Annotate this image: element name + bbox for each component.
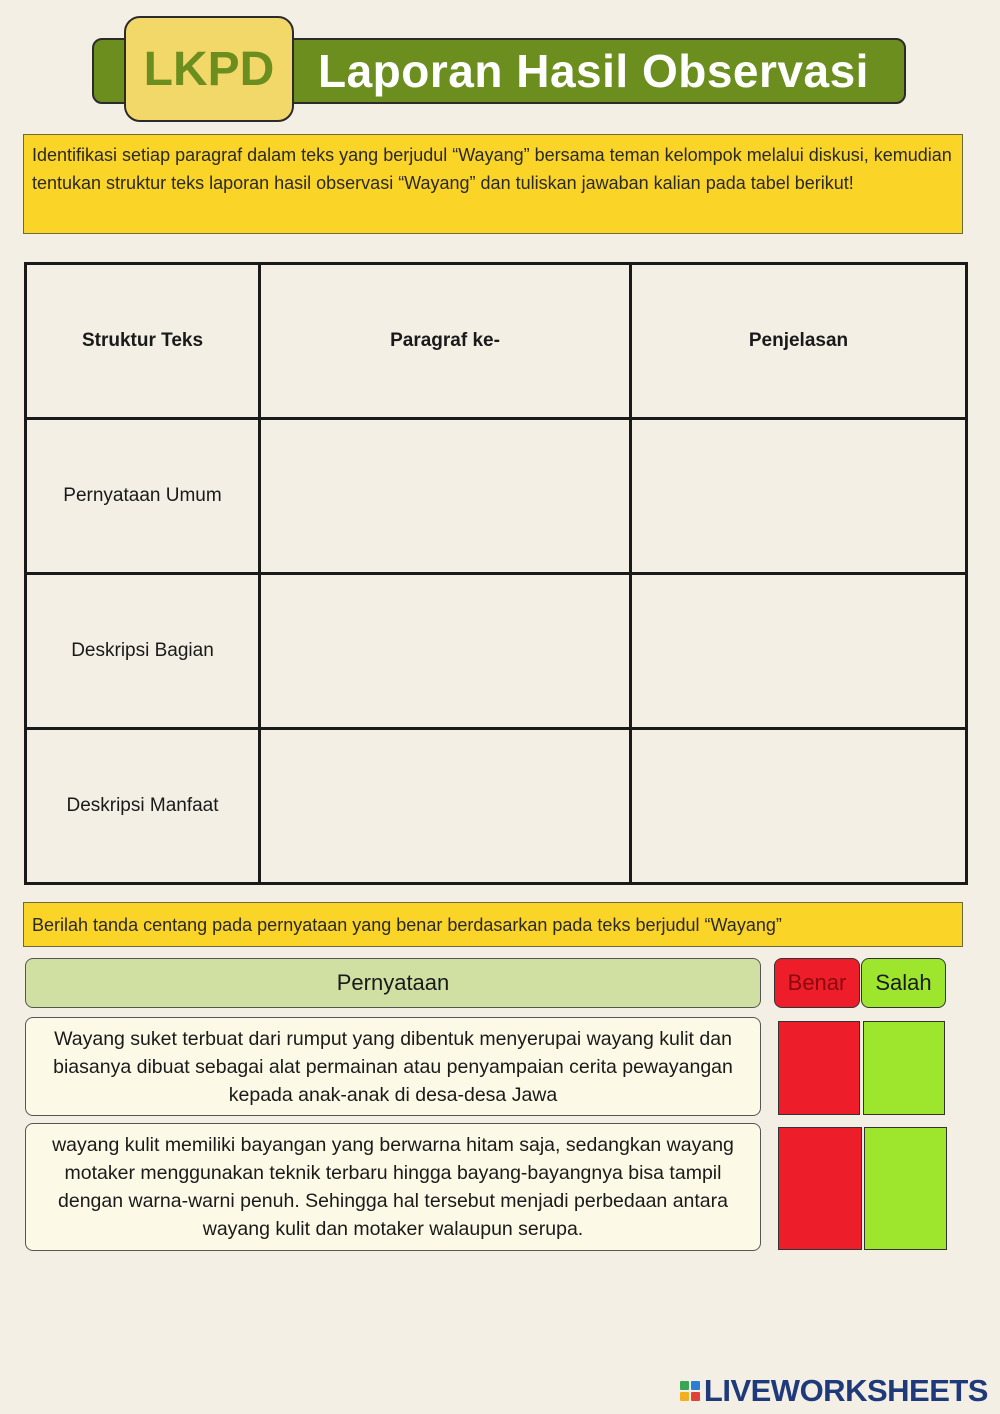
statement-1-salah-checkbox[interactable]: [863, 1021, 945, 1115]
table-row: [26, 574, 967, 729]
lkpd-badge: LKPD: [124, 16, 294, 122]
header-struktur-teks: Struktur Teks: [26, 264, 260, 419]
statement-2: wayang kulit memiliki bayangan yang berwarna hitam saja, sedangkan wayang motaker menggunakan teknik terbaru hingga bayang-bayangnya bisa tampil dengan warna-warni penuh. Sehingga hal tersebut menjadi perbedaan antara wayang kulit dan motaker walaupun serupa.: [25, 1123, 761, 1251]
structure-table: [24, 262, 968, 885]
liveworksheets-logo-icon: [680, 1381, 700, 1401]
liveworksheets-brand: [680, 1373, 988, 1409]
statement-2-benar-checkbox[interactable]: [778, 1127, 862, 1250]
row-label-deskripsi-bagian: Deskripsi Bagian: [26, 574, 260, 729]
table-header-row: [26, 264, 967, 419]
salah-header: Salah: [861, 958, 946, 1008]
penjelasan-answer-cell[interactable]: [631, 419, 967, 574]
paragraf-answer-cell[interactable]: [260, 419, 631, 574]
penjelasan-answer-cell[interactable]: [631, 729, 967, 884]
brand-text: LIVEWORKSHEETS: [703, 1373, 988, 1408]
benar-header: Benar: [774, 958, 860, 1008]
pernyataan-header: Pernyataan: [25, 958, 761, 1008]
row-label-pernyataan-umum: Pernyataan Umum: [26, 419, 260, 574]
page-title: Laporan Hasil Observasi: [318, 45, 869, 97]
header-penjelasan: Penjelasan: [631, 264, 967, 419]
row-label-deskripsi-manfaat: Deskripsi Manfaat: [26, 729, 260, 884]
paragraf-answer-cell[interactable]: [260, 574, 631, 729]
statement-1: Wayang suket terbuat dari rumput yang dibentuk menyerupai wayang kulit dan biasanya dibuat sebagai alat permainan atau penyampaian cerita pewayangan kepada anak-anak di desa-desa Jawa: [25, 1017, 761, 1116]
header-paragraf: Paragraf ke-: [260, 264, 631, 419]
table-row: [26, 729, 967, 884]
paragraf-answer-cell[interactable]: [260, 729, 631, 884]
instruction-table: Identifikasi setiap paragraf dalam teks yang berjudul “Wayang” bersama teman kelompok melalui diskusi, kemudian tentukan struktur teks laporan hasil observasi “Wayang” dan tuliskan jawaban kalian pada tabel berikut!: [23, 134, 963, 234]
instruction-checklist: Berilah tanda centang pada pernyataan yang benar berdasarkan pada teks berjudul “Wayang”: [23, 902, 963, 947]
statement-2-salah-checkbox[interactable]: [864, 1127, 947, 1250]
table-row: [26, 419, 967, 574]
penjelasan-answer-cell[interactable]: [631, 574, 967, 729]
statement-1-benar-checkbox[interactable]: [778, 1021, 860, 1115]
